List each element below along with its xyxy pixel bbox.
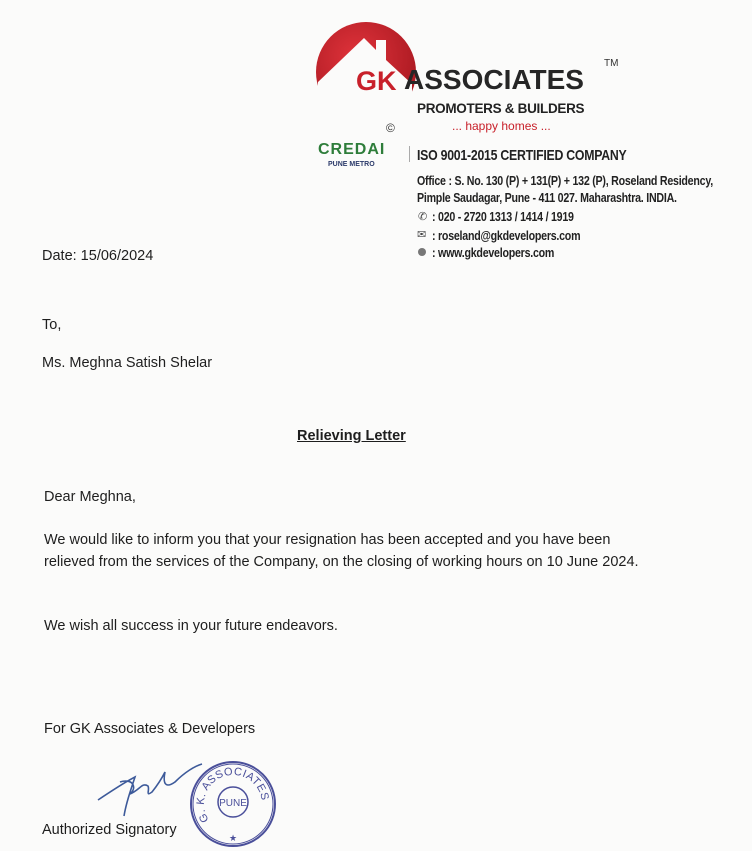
office-address-line1: Office : S. No. 130 (P) + 131(P) + 132 (P), Roseland Residency, [417, 173, 713, 188]
paragraph-1-line-2: relieved from the services of the Company, on the closing of working hours on 10 June 2024. [44, 554, 639, 570]
email-address: : roseland@gkdevelopers.com [432, 228, 581, 243]
copyright-symbol: © [386, 121, 395, 135]
paragraph-1-line-1: We would like to inform you that your resignation has been accepted and you have been [44, 532, 611, 548]
stamp-ring-text: G. K. ASSOCIATES [194, 765, 271, 825]
salutation: Dear Meghna, [44, 489, 136, 505]
letter-subject: Relieving Letter [297, 428, 406, 444]
to-label: To, [42, 317, 62, 333]
globe-icon [418, 248, 426, 256]
tagline-happy-homes: ... happy homes ... [452, 119, 551, 133]
office-address-line2: Pimple Saudagar, Pune - 411 027. Maharashtra. INDIA. [417, 190, 677, 205]
phone-icon: ✆ [418, 211, 428, 223]
tagline: PROMOTERS & BUILDERS [417, 101, 585, 116]
stamp-center-text: PUNE [219, 798, 247, 809]
stamp-star-icon: ★ [228, 833, 238, 843]
signoff: For GK Associates & Developers [44, 721, 256, 737]
signatory-label: Authorized Signatory [42, 822, 177, 838]
iso-certification: ISO 9001-2015 CERTIFIED COMPANY [417, 147, 627, 164]
letter-date: Date: 15/06/2024 [42, 248, 154, 264]
paragraph-2: We wish all success in your future endeavors. [44, 618, 338, 634]
recipient-name: Ms. Meghna Satish Shelar [42, 355, 213, 371]
website: : www.gkdevelopers.com [432, 245, 555, 260]
company-stamp-and-signature [90, 742, 290, 851]
trademark: TM [604, 58, 619, 69]
email-icon: ✉ [417, 229, 427, 241]
divider [409, 146, 410, 162]
credai-logo: CREDAI [318, 141, 386, 158]
phone-number: : 020 - 2720 1313 / 1414 / 1919 [432, 209, 574, 224]
logo-initials: GK [356, 66, 397, 96]
credai-sub: PUNE METRO [328, 161, 375, 168]
company-name: ASSOCIATES [404, 64, 584, 95]
